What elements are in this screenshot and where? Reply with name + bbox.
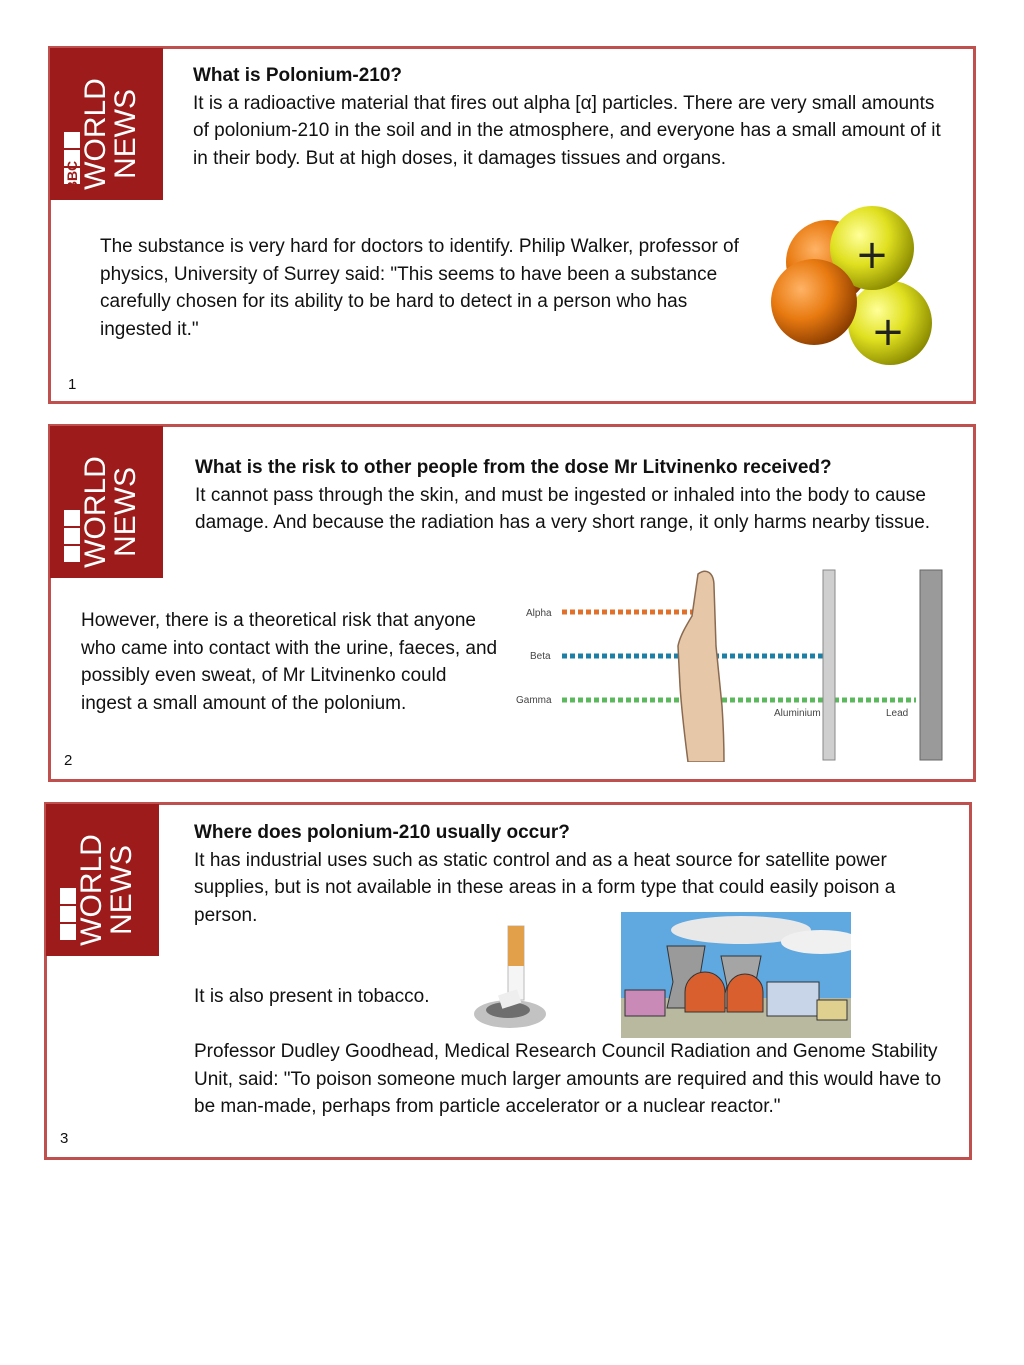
logo-line2: NEWS — [109, 89, 142, 179]
card-2-number: 2 — [64, 752, 73, 769]
radiation-penetration-diagram — [510, 566, 950, 762]
logo-b1: BBC — [64, 160, 80, 192]
card-3-heading: Where does polonium-210 usually occur? — [194, 822, 570, 843]
card-1-intro: It is a radioactive material that fires out alpha [α] particles. There are very small amounts of polonium-210 in the soil and in the atmosphere, and everyone has a small amount of it in their body. But at high doses, it damages tissues and organs. — [193, 92, 941, 169]
lead-label: Lead — [886, 708, 909, 719]
beta-label: Beta — [530, 651, 551, 662]
card-1-body: The substance is very hard for doctors to identify. Philip Walker, professor of physics, University of Surrey said: "This seems to have been a substance carefully chosen for its ability to be hard to detect in a person who has ingested it." — [100, 236, 739, 340]
card-2-intro: It cannot pass through the skin, and must be ingested or inhaled into the body to cause damage. And because the radiation has a very short range, it only harms nearby tissue. — [195, 484, 931, 533]
logo-line1: WORLD — [75, 834, 108, 946]
svg-text:+: + — [855, 232, 889, 278]
svg-text:+: + — [871, 309, 905, 355]
card-3-intro: It has industrial uses such as static control and as a heat source for satellite power supplies, but is not available in these areas in a form type that could easily poison a person. — [194, 849, 896, 926]
cigarette-image — [470, 922, 554, 1032]
card-3-quote: Professor Dudley Goodhead, Medical Research Council Radiation and Genome Stability Unit, said: "To poison someone much larger amounts are required and this would have to be man-made, perhaps from particle accelerator or a nuclear reactor." — [194, 1041, 942, 1117]
power-plant-image — [621, 912, 851, 1038]
alpha-label: Alpha — [526, 608, 552, 619]
bbc-world-news-logo — [50, 48, 163, 200]
bbc-world-news-logo — [46, 804, 159, 956]
card-2-heading: What is the risk to other people from the dose Mr Litvinenko received? — [195, 457, 832, 478]
card-3-tobacco-text: It is also present in tobacco. — [194, 986, 430, 1007]
card-1-number: 1 — [68, 376, 77, 393]
logo-line1: WORLD — [79, 78, 112, 190]
aluminium-label: Aluminium — [774, 708, 821, 719]
card-1-heading: What is Polonium-210? — [193, 65, 403, 86]
logo-line2: NEWS — [105, 845, 138, 935]
alpha-particle-image — [768, 200, 938, 372]
card-1-heading-block — [193, 62, 953, 172]
card-2-heading-block — [195, 454, 955, 537]
bbc-world-news-logo — [50, 426, 163, 578]
card-2-body: However, there is a theoretical risk that anyone who came into contact with the urine, faeces, and possibly even sweat, of Mr Litvinenko could ingest a small amount of the polonium. — [81, 610, 498, 714]
gamma-label: Gamma — [516, 695, 552, 706]
logo-line1: WORLD — [79, 456, 112, 568]
logo-line2: NEWS — [109, 467, 142, 557]
card-3-number: 3 — [60, 1130, 69, 1147]
